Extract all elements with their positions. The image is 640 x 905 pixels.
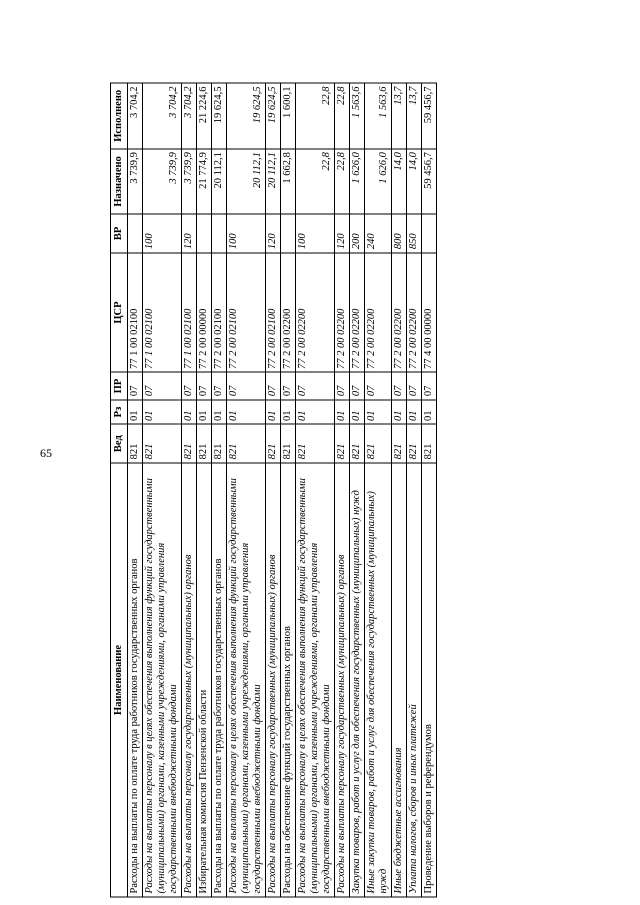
cell-name: Иные бюджетные ассигнования bbox=[392, 463, 407, 897]
cell-name: Расходы на выплаты по оплате труда работников государственных органов bbox=[212, 463, 227, 897]
cell-naznacheno: 1 626,0 bbox=[350, 149, 365, 215]
table-row bbox=[281, 83, 296, 897]
cell-ispolneno: 22,8 bbox=[335, 83, 350, 149]
cell-ispolneno: 1 563,6 bbox=[350, 83, 365, 149]
cell-naznacheno: 59 456,7 bbox=[422, 149, 437, 215]
cell-rz: 01 bbox=[422, 400, 437, 425]
cell-name: Расходы на выплаты по оплате труда работников государственных органов bbox=[128, 463, 143, 897]
cell-ved: 821 bbox=[281, 424, 296, 462]
cell-vr: 850 bbox=[407, 214, 422, 252]
cell-vr bbox=[128, 214, 143, 252]
cell-ispolneno: 22,8 bbox=[296, 83, 335, 149]
cell-vr bbox=[422, 214, 437, 252]
cell-rz: 01 bbox=[350, 400, 365, 425]
cell-pr: 07 bbox=[335, 372, 350, 399]
cell-pr: 07 bbox=[182, 372, 197, 399]
cell-rz: 01 bbox=[266, 400, 281, 425]
cell-pr: 07 bbox=[281, 372, 296, 399]
cell-ispolneno: 19 624,5 bbox=[212, 83, 227, 149]
header-ispolneno: Исполнено bbox=[111, 83, 128, 149]
table-row bbox=[407, 83, 422, 897]
cell-rz: 01 bbox=[197, 400, 212, 425]
table-row bbox=[296, 83, 335, 897]
cell-naznacheno: 3 739,9 bbox=[182, 149, 197, 215]
cell-ved: 821 bbox=[227, 424, 266, 462]
table-row bbox=[392, 83, 407, 897]
cell-csr: 77 1 00 02100 bbox=[182, 253, 197, 373]
cell-vr: 100 bbox=[227, 214, 266, 252]
cell-naznacheno: 1 626,0 bbox=[365, 149, 392, 215]
table-row bbox=[143, 83, 182, 897]
table-row bbox=[128, 83, 143, 897]
cell-pr: 07 bbox=[365, 372, 392, 399]
cell-naznacheno: 22,8 bbox=[296, 149, 335, 215]
cell-name: Расходы на выплаты персоналу государственных (муниципальных) органов bbox=[266, 463, 281, 897]
cell-csr: 77 1 00 02100 bbox=[128, 253, 143, 373]
cell-name: Избирательная комиссия Пензенской области bbox=[197, 463, 212, 897]
cell-vr bbox=[212, 214, 227, 252]
cell-csr: 77 2 00 02200 bbox=[335, 253, 350, 373]
cell-ispolneno: 19 624,5 bbox=[266, 83, 281, 149]
cell-pr: 07 bbox=[197, 372, 212, 399]
header-naznacheno: Назначено bbox=[111, 149, 128, 215]
cell-ved: 821 bbox=[266, 424, 281, 462]
cell-pr: 07 bbox=[212, 372, 227, 399]
header-vr: ВР bbox=[111, 214, 128, 252]
cell-csr: 77 1 00 02100 bbox=[143, 253, 182, 373]
cell-naznacheno: 14,0 bbox=[392, 149, 407, 215]
cell-ved: 821 bbox=[392, 424, 407, 462]
cell-ved: 821 bbox=[296, 424, 335, 462]
cell-ved: 821 bbox=[407, 424, 422, 462]
cell-rz: 01 bbox=[281, 400, 296, 425]
cell-vr bbox=[197, 214, 212, 252]
table-body bbox=[128, 83, 437, 897]
cell-csr: 77 2 00 02100 bbox=[266, 253, 281, 373]
cell-name: Расходы на выплаты персоналу в целях обеспечения выполнения функций государственными (муниципальными) органами, казенными учреждениями, органами управления государственными внебюджетными фондами bbox=[296, 463, 335, 897]
cell-ved: 821 bbox=[365, 424, 392, 462]
header-rz: Рз bbox=[111, 400, 128, 425]
cell-ved: 821 bbox=[422, 424, 437, 462]
table-row bbox=[212, 83, 227, 897]
cell-rz: 01 bbox=[407, 400, 422, 425]
cell-ved: 821 bbox=[335, 424, 350, 462]
cell-rz: 01 bbox=[227, 400, 266, 425]
cell-naznacheno: 3 739,9 bbox=[128, 149, 143, 215]
cell-naznacheno: 14,0 bbox=[407, 149, 422, 215]
cell-name: Закупка товаров, работ и услуг для обеспечения государственных (муниципальных) нужд bbox=[350, 463, 365, 897]
cell-csr: 77 2 00 02200 bbox=[281, 253, 296, 373]
cell-pr: 07 bbox=[350, 372, 365, 399]
cell-ved: 821 bbox=[350, 424, 365, 462]
cell-name: Расходы на выплаты персоналу государственных (муниципальных) органов bbox=[335, 463, 350, 897]
header-ved: Вед bbox=[111, 424, 128, 462]
cell-pr: 07 bbox=[128, 372, 143, 399]
cell-rz: 01 bbox=[182, 400, 197, 425]
cell-vr: 200 bbox=[350, 214, 365, 252]
cell-ispolneno: 1 600,1 bbox=[281, 83, 296, 149]
cell-vr: 100 bbox=[143, 214, 182, 252]
cell-csr: 77 2 00 02200 bbox=[350, 253, 365, 373]
cell-csr: 77 4 00 00000 bbox=[422, 253, 437, 373]
cell-naznacheno: 21 774,9 bbox=[197, 149, 212, 215]
cell-csr: 77 2 00 02100 bbox=[227, 253, 266, 373]
header-csr: ЦСР bbox=[111, 253, 128, 373]
cell-pr: 07 bbox=[143, 372, 182, 399]
cell-name: Расходы на выплаты персоналу в целях обеспечения выполнения функций государственными (муниципальными) органами, казенными учреждениями, органами управления государственными внебюджетными фондами bbox=[227, 463, 266, 897]
cell-pr: 07 bbox=[296, 372, 335, 399]
cell-ispolneno: 3 704,2 bbox=[182, 83, 197, 149]
cell-vr: 120 bbox=[182, 214, 197, 252]
cell-rz: 01 bbox=[335, 400, 350, 425]
header-pr: ПР bbox=[111, 372, 128, 399]
table-row bbox=[266, 83, 281, 897]
cell-name: Расходы на выплаты персоналу в целях обеспечения выполнения функций государственными (муниципальными) органами, казенными учреждениями, органами управления государственными внебюджетными фондами bbox=[143, 463, 182, 897]
cell-vr: 120 bbox=[266, 214, 281, 252]
cell-ispolneno: 3 704,2 bbox=[143, 83, 182, 149]
table-row bbox=[227, 83, 266, 897]
cell-name: Проведение выборов и референдумов bbox=[422, 463, 437, 897]
cell-ved: 821 bbox=[143, 424, 182, 462]
cell-rz: 01 bbox=[365, 400, 392, 425]
cell-pr: 07 bbox=[422, 372, 437, 399]
cell-pr: 07 bbox=[407, 372, 422, 399]
cell-rz: 01 bbox=[296, 400, 335, 425]
header-name: Наименование bbox=[111, 463, 128, 897]
cell-vr: 240 bbox=[365, 214, 392, 252]
cell-csr: 77 2 00 02200 bbox=[296, 253, 335, 373]
rotated-table-container bbox=[110, 83, 580, 898]
cell-naznacheno: 20 112,1 bbox=[266, 149, 281, 215]
cell-ispolneno: 13,7 bbox=[392, 83, 407, 149]
cell-rz: 01 bbox=[392, 400, 407, 425]
table-row bbox=[350, 83, 365, 897]
cell-ved: 821 bbox=[197, 424, 212, 462]
cell-pr: 07 bbox=[227, 372, 266, 399]
cell-ispolneno: 3 704,2 bbox=[128, 83, 143, 149]
cell-ved: 821 bbox=[212, 424, 227, 462]
cell-ispolneno: 59 456,7 bbox=[422, 83, 437, 149]
cell-rz: 01 bbox=[212, 400, 227, 425]
table-header-row bbox=[111, 83, 128, 897]
cell-csr: 77 2 00 02200 bbox=[365, 253, 392, 373]
cell-csr: 77 2 00 02200 bbox=[392, 253, 407, 373]
table-row bbox=[422, 83, 437, 897]
cell-naznacheno: 1 662,8 bbox=[281, 149, 296, 215]
table-row bbox=[182, 83, 197, 897]
budget-table bbox=[110, 83, 437, 898]
cell-csr: 77 2 00 02200 bbox=[407, 253, 422, 373]
cell-rz: 01 bbox=[143, 400, 182, 425]
cell-ispolneno: 13,7 bbox=[407, 83, 422, 149]
cell-naznacheno: 20 112,1 bbox=[227, 149, 266, 215]
cell-csr: 77 2 00 02100 bbox=[212, 253, 227, 373]
table-row bbox=[197, 83, 212, 897]
cell-ispolneno: 1 563,6 bbox=[365, 83, 392, 149]
cell-name: Иные закупки товаров, работ и услуг для обеспечения государственных (муниципальных) нужд bbox=[365, 463, 392, 897]
cell-csr: 77 2 00 00000 bbox=[197, 253, 212, 373]
cell-naznacheno: 22,8 bbox=[335, 149, 350, 215]
cell-naznacheno: 3 739,9 bbox=[143, 149, 182, 215]
cell-ved: 821 bbox=[128, 424, 143, 462]
cell-ved: 821 bbox=[182, 424, 197, 462]
cell-pr: 07 bbox=[266, 372, 281, 399]
cell-name: Расходы на выплаты персоналу государственных (муниципальных) органов bbox=[182, 463, 197, 897]
cell-vr: 100 bbox=[296, 214, 335, 252]
cell-name: Уплата налогов, сборов и иных платежей bbox=[407, 463, 422, 897]
cell-ispolneno: 21 224,6 bbox=[197, 83, 212, 149]
table-row bbox=[335, 83, 350, 897]
cell-pr: 07 bbox=[392, 372, 407, 399]
cell-name: Расходы на обеспечение функций государственных органов bbox=[281, 463, 296, 897]
cell-naznacheno: 20 112,1 bbox=[212, 149, 227, 215]
table-row bbox=[365, 83, 392, 897]
cell-rz: 01 bbox=[128, 400, 143, 425]
cell-vr bbox=[281, 214, 296, 252]
page-number: 65 bbox=[40, 446, 52, 460]
cell-vr: 120 bbox=[335, 214, 350, 252]
cell-vr: 800 bbox=[392, 214, 407, 252]
cell-ispolneno: 19 624,5 bbox=[227, 83, 266, 149]
